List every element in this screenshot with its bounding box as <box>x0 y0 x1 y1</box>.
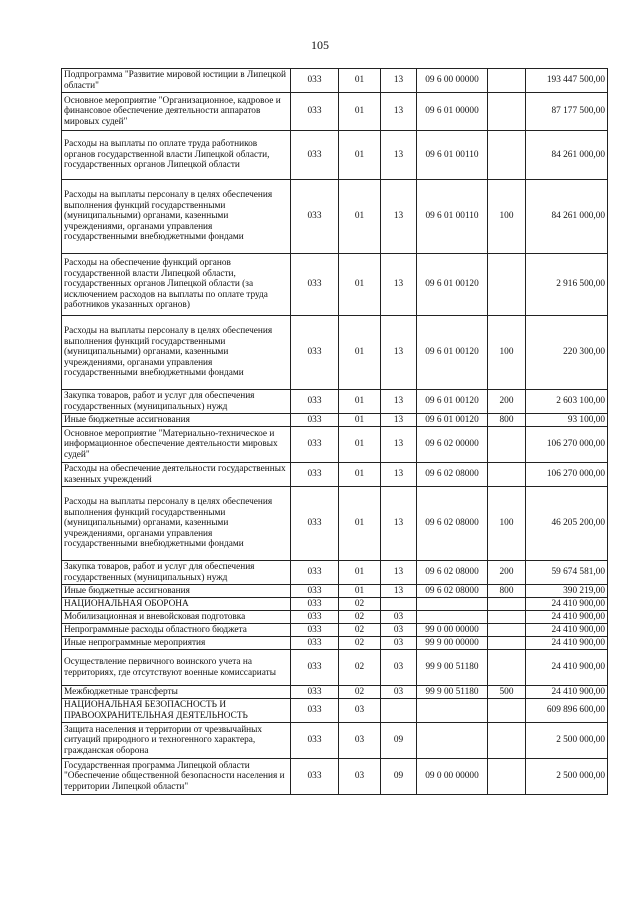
row-section-code: 02 <box>339 650 381 686</box>
row-ministry-code: 033 <box>291 650 339 686</box>
row-ministry-code: 033 <box>291 180 339 254</box>
row-subsection-code: 13 <box>381 487 417 561</box>
row-section-code: 01 <box>339 585 381 598</box>
row-amount: 609 896 600,00 <box>526 699 608 723</box>
row-section-code: 02 <box>339 624 381 637</box>
row-target-article: 09 6 01 00110 <box>417 180 488 254</box>
row-subsection-code: 13 <box>381 69 417 93</box>
row-amount: 84 261 000,00 <box>526 180 608 254</box>
row-name: НАЦИОНАЛЬНАЯ БЕЗОПАСНОСТЬ И ПРАВООХРАНИТЕЛЬНАЯ ДЕЯТЕЛЬНОСТЬ <box>62 699 291 723</box>
row-subsection-code: 09 <box>381 759 417 795</box>
row-ministry-code: 033 <box>291 699 339 723</box>
row-name: Расходы на выплаты персоналу в целях обеспечения выполнения функций государственными (муниципальными) органами, казенными учреждениями, органами управления государственными внебюджетными фондами <box>62 180 291 254</box>
row-expense-type <box>488 598 526 611</box>
row-ministry-code: 033 <box>291 427 339 463</box>
row-expense-type <box>488 93 526 131</box>
row-target-article: 09 6 01 00110 <box>417 131 488 180</box>
row-name: Подпрограмма "Развитие мировой юстиции в Липецкой области" <box>62 69 291 93</box>
row-target-article: 09 6 02 08000 <box>417 561 488 585</box>
row-expense-type: 200 <box>488 390 526 414</box>
row-ministry-code: 033 <box>291 93 339 131</box>
row-section-code: 01 <box>339 69 381 93</box>
row-amount: 106 270 000,00 <box>526 463 608 487</box>
row-target-article <box>417 611 488 624</box>
row-section-code: 01 <box>339 463 381 487</box>
row-expense-type <box>488 759 526 795</box>
row-target-article: 09 6 01 00000 <box>417 93 488 131</box>
row-amount: 24 410 900,00 <box>526 624 608 637</box>
row-section-code: 01 <box>339 390 381 414</box>
row-target-article: 99 9 00 51180 <box>417 650 488 686</box>
row-ministry-code: 033 <box>291 131 339 180</box>
row-amount: 2 916 500,00 <box>526 254 608 316</box>
row-subsection-code: 13 <box>381 93 417 131</box>
row-ministry-code: 033 <box>291 254 339 316</box>
row-target-article <box>417 723 488 759</box>
row-ministry-code: 033 <box>291 723 339 759</box>
row-amount: 2 500 000,00 <box>526 759 608 795</box>
row-target-article: 99 9 00 00000 <box>417 637 488 650</box>
row-name: Основное мероприятие "Организационное, кадровое и финансовое обеспечение деятельности аппаратов мировых судей" <box>62 93 291 131</box>
table-row <box>62 650 608 686</box>
row-section-code: 01 <box>339 180 381 254</box>
row-target-article: 99 0 00 00000 <box>417 624 488 637</box>
row-subsection-code: 13 <box>381 390 417 414</box>
row-subsection-code: 13 <box>381 463 417 487</box>
table-row <box>62 427 608 463</box>
row-subsection-code: 09 <box>381 723 417 759</box>
row-ministry-code: 033 <box>291 561 339 585</box>
row-amount: 24 410 900,00 <box>526 650 608 686</box>
row-subsection-code: 03 <box>381 686 417 699</box>
row-ministry-code: 033 <box>291 598 339 611</box>
row-subsection-code: 13 <box>381 427 417 463</box>
row-amount: 220 300,00 <box>526 316 608 390</box>
row-amount: 24 410 900,00 <box>526 637 608 650</box>
row-expense-type <box>488 427 526 463</box>
row-subsection-code: 03 <box>381 637 417 650</box>
row-subsection-code: 13 <box>381 316 417 390</box>
row-section-code: 01 <box>339 487 381 561</box>
row-ministry-code: 033 <box>291 585 339 598</box>
row-name: Закупка товаров, работ и услуг для обеспечения государственных (муниципальных) нужд <box>62 390 291 414</box>
row-section-code: 01 <box>339 427 381 463</box>
row-ministry-code: 033 <box>291 316 339 390</box>
table-row <box>62 487 608 561</box>
table-row <box>62 131 608 180</box>
row-ministry-code: 033 <box>291 69 339 93</box>
row-expense-type <box>488 131 526 180</box>
row-ministry-code: 033 <box>291 686 339 699</box>
row-target-article <box>417 598 488 611</box>
row-name: Основное мероприятие "Материально-техническое и информационное обеспечение деятельности мировых судей" <box>62 427 291 463</box>
row-name: НАЦИОНАЛЬНАЯ ОБОРОНА <box>62 598 291 611</box>
row-target-article: 09 6 02 08000 <box>417 463 488 487</box>
row-name: Расходы на обеспечение деятельности государственных казенных учреждений <box>62 463 291 487</box>
page-number: 105 <box>311 38 329 52</box>
row-amount: 24 410 900,00 <box>526 686 608 699</box>
row-target-article: 09 6 01 00120 <box>417 254 488 316</box>
row-subsection-code: 13 <box>381 585 417 598</box>
row-expense-type <box>488 611 526 624</box>
row-section-code: 01 <box>339 131 381 180</box>
row-amount: 390 219,00 <box>526 585 608 598</box>
row-expense-type: 100 <box>488 316 526 390</box>
row-target-article: 99 9 00 51180 <box>417 686 488 699</box>
row-ministry-code: 033 <box>291 624 339 637</box>
row-name: Непрограммные расходы областного бюджета <box>62 624 291 637</box>
row-expense-type <box>488 254 526 316</box>
row-ministry-code: 033 <box>291 487 339 561</box>
row-subsection-code: 13 <box>381 131 417 180</box>
row-expense-type: 800 <box>488 585 526 598</box>
row-amount: 46 205 200,00 <box>526 487 608 561</box>
row-section-code: 03 <box>339 723 381 759</box>
row-ministry-code: 033 <box>291 759 339 795</box>
row-amount: 84 261 000,00 <box>526 131 608 180</box>
row-expense-type <box>488 650 526 686</box>
row-section-code: 01 <box>339 254 381 316</box>
row-ministry-code: 033 <box>291 414 339 427</box>
row-name: Иные непрограммные мероприятия <box>62 637 291 650</box>
row-subsection-code <box>381 699 417 723</box>
row-amount: 93 100,00 <box>526 414 608 427</box>
row-amount: 2 603 100,00 <box>526 390 608 414</box>
row-target-article <box>417 699 488 723</box>
row-subsection-code <box>381 598 417 611</box>
row-ministry-code: 033 <box>291 611 339 624</box>
row-section-code: 02 <box>339 686 381 699</box>
row-name: Государственная программа Липецкой области "Обеспечение общественной безопасности населения и территории Липецкой области" <box>62 759 291 795</box>
table-row <box>62 316 608 390</box>
row-expense-type <box>488 69 526 93</box>
row-expense-type: 100 <box>488 487 526 561</box>
table-row <box>62 254 608 316</box>
row-target-article: 09 6 02 08000 <box>417 487 488 561</box>
row-name: Расходы на выплаты персоналу в целях обеспечения выполнения функций государственными (муниципальными) органами, казенными учреждениями, органами управления государственными внебюджетными фондами <box>62 487 291 561</box>
table-row <box>62 414 608 427</box>
row-section-code: 01 <box>339 316 381 390</box>
table-row <box>62 759 608 795</box>
row-target-article: 09 6 01 00120 <box>417 390 488 414</box>
row-subsection-code: 13 <box>381 561 417 585</box>
row-name: Расходы на обеспечение функций органов государственной власти Липецкой области, государственных органов Липецкой области (за исключением расходов на выплаты по оплате труда работников указанных органов) <box>62 254 291 316</box>
table-row <box>62 561 608 585</box>
row-expense-type: 200 <box>488 561 526 585</box>
row-name: Закупка товаров, работ и услуг для обеспечения государственных (муниципальных) нужд <box>62 561 291 585</box>
row-ministry-code: 033 <box>291 463 339 487</box>
table-row <box>62 686 608 699</box>
table-row <box>62 637 608 650</box>
row-name: Мобилизационная и вневойсковая подготовка <box>62 611 291 624</box>
row-target-article: 09 6 01 00120 <box>417 316 488 390</box>
row-name: Межбюджетные трансферты <box>62 686 291 699</box>
row-expense-type: 800 <box>488 414 526 427</box>
table-row <box>62 93 608 131</box>
row-subsection-code: 13 <box>381 414 417 427</box>
row-target-article: 09 6 02 08000 <box>417 585 488 598</box>
row-subsection-code: 03 <box>381 650 417 686</box>
row-amount: 87 177 500,00 <box>526 93 608 131</box>
row-subsection-code: 03 <box>381 611 417 624</box>
table-row <box>62 723 608 759</box>
row-name: Иные бюджетные ассигнования <box>62 414 291 427</box>
row-name: Расходы на выплаты персоналу в целях обеспечения выполнения функций государственными (муниципальными) органами, казенными учреждениями, органами управления государственными внебюджетными фондами <box>62 316 291 390</box>
row-section-code: 03 <box>339 699 381 723</box>
row-target-article: 09 0 00 00000 <box>417 759 488 795</box>
row-amount: 24 410 900,00 <box>526 598 608 611</box>
row-expense-type <box>488 624 526 637</box>
table-row <box>62 585 608 598</box>
row-section-code: 02 <box>339 598 381 611</box>
row-section-code: 01 <box>339 561 381 585</box>
table-row <box>62 611 608 624</box>
row-amount: 2 500 000,00 <box>526 723 608 759</box>
table-row <box>62 699 608 723</box>
row-amount: 59 674 581,00 <box>526 561 608 585</box>
table-row <box>62 463 608 487</box>
table-row <box>62 598 608 611</box>
row-target-article: 09 6 01 00120 <box>417 414 488 427</box>
row-subsection-code: 03 <box>381 624 417 637</box>
row-expense-type <box>488 723 526 759</box>
row-target-article: 09 6 00 00000 <box>417 69 488 93</box>
table-row <box>62 390 608 414</box>
row-expense-type <box>488 699 526 723</box>
row-section-code: 02 <box>339 637 381 650</box>
row-section-code: 01 <box>339 414 381 427</box>
row-amount: 24 410 900,00 <box>526 611 608 624</box>
row-subsection-code: 13 <box>381 254 417 316</box>
row-section-code: 01 <box>339 93 381 131</box>
budget-table-body <box>62 69 608 795</box>
row-ministry-code: 033 <box>291 637 339 650</box>
row-expense-type <box>488 463 526 487</box>
budget-table <box>61 68 608 795</box>
table-row <box>62 69 608 93</box>
row-name: Расходы на выплаты по оплате труда работников органов государственной власти Липецкой области, государственных органов Липецкой области <box>62 131 291 180</box>
row-amount: 193 447 500,00 <box>526 69 608 93</box>
row-amount: 106 270 000,00 <box>526 427 608 463</box>
row-ministry-code: 033 <box>291 390 339 414</box>
row-name: Защита населения и территории от чрезвычайных ситуаций природного и техногенного характера, гражданская оборона <box>62 723 291 759</box>
row-section-code: 03 <box>339 759 381 795</box>
row-expense-type <box>488 637 526 650</box>
row-target-article: 09 6 02 00000 <box>417 427 488 463</box>
row-subsection-code: 13 <box>381 180 417 254</box>
row-expense-type: 100 <box>488 180 526 254</box>
table-row <box>62 624 608 637</box>
row-name: Иные бюджетные ассигнования <box>62 585 291 598</box>
row-section-code: 02 <box>339 611 381 624</box>
row-expense-type: 500 <box>488 686 526 699</box>
table-row <box>62 180 608 254</box>
row-name: Осуществление первичного воинского учета на территориях, где отсутствуют военные комиссариаты <box>62 650 291 686</box>
